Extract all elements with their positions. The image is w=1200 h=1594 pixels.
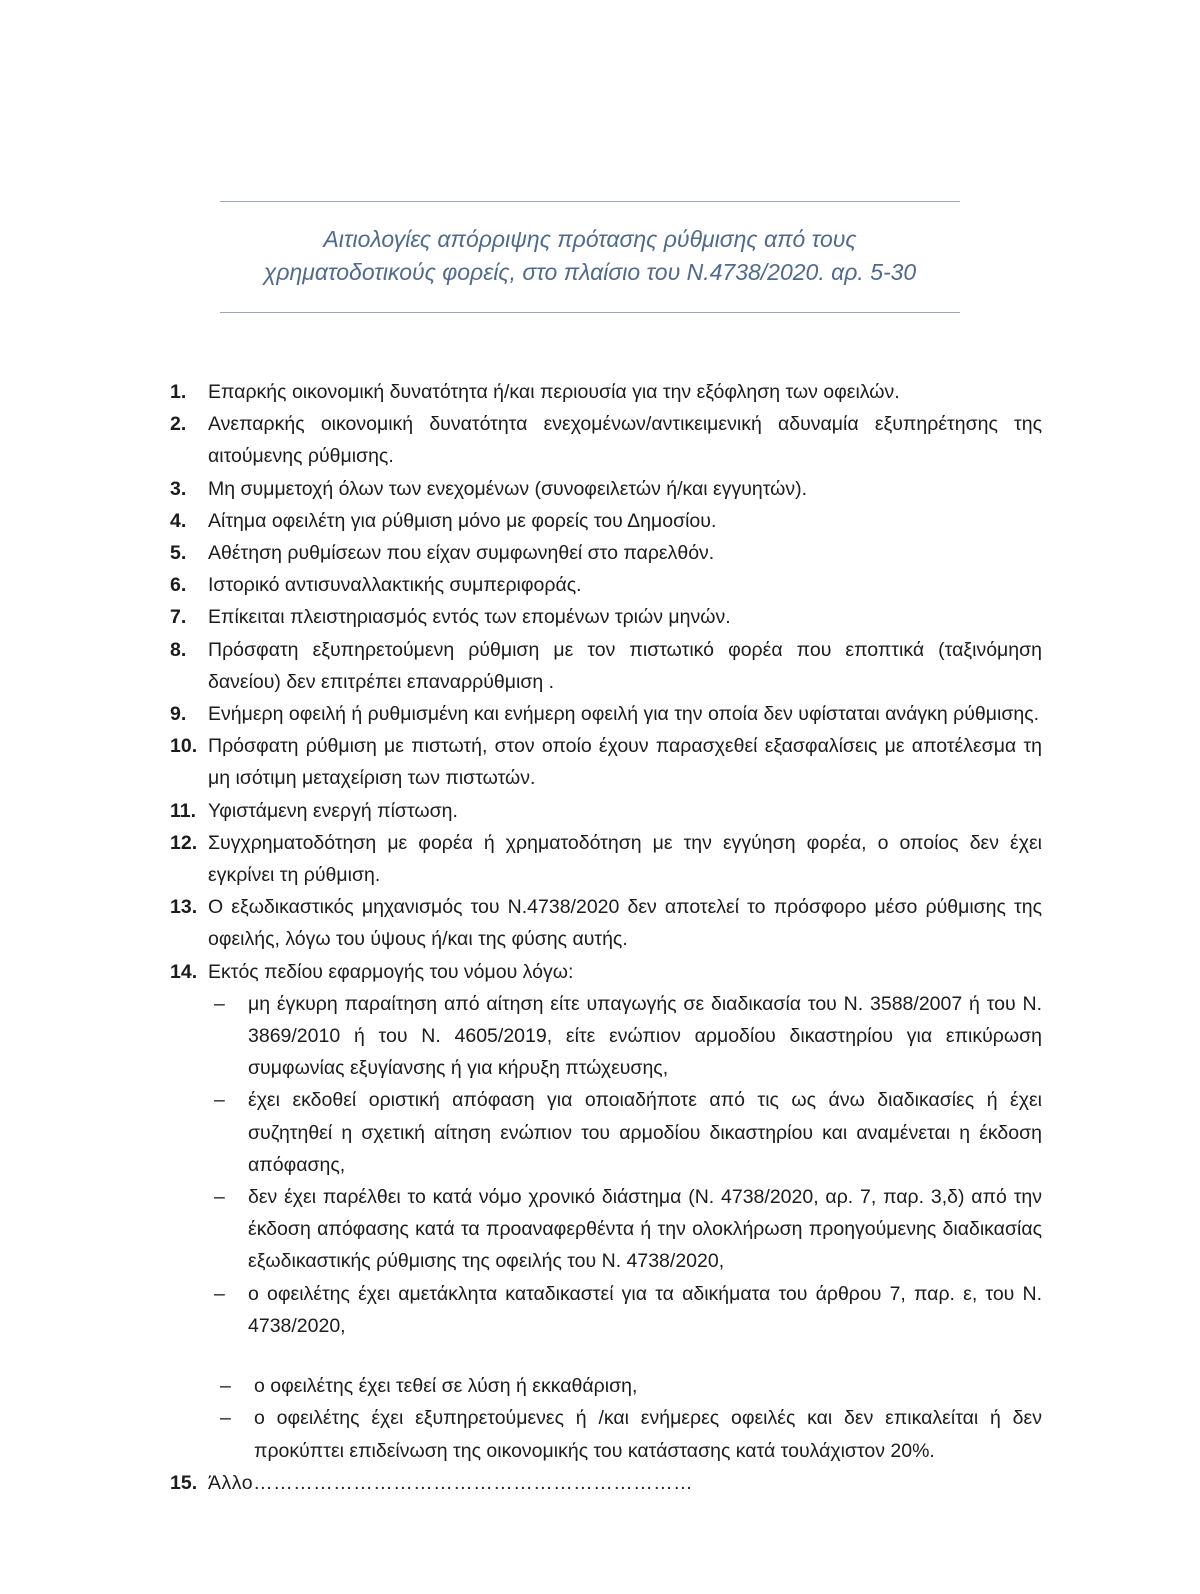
sub-item-text: δεν έχει παρέλθει το κατά νόμο χρονικό διάστημα (Ν. 4738/2020, αρ. 7, παρ. 3,δ) από την έκδοση απόφασης κατά τα προαναφερθέντα ή την ολοκλήρωση προηγούμενης διαδικασίας εξωδικαστικής ρύθμισης της οφειλής του Ν. 4738/2020, [248, 1186, 1042, 1273]
item-number: 5. [170, 542, 187, 565]
sub-item-text: μη έγκυρη παραίτηση από αίτηση είτε υπαγωγής σε διαδικασία του Ν. 3588/2007 ή του Ν. 3869/2010 ή του Ν. 4605/2019, είτε ενώπιον αρμοδίου δικαστηρίου για επικύρωση συμφωνίας εξυγίανσης ή για κήρυξη πτώχευσης, [248, 992, 1042, 1080]
sub-item [208, 1084, 1042, 1181]
item-text: Αθέτηση ρυθμίσεων που είχαν συμφωνηθεί στο παρελθόν. [208, 542, 715, 565]
list-item [170, 1467, 1042, 1499]
sub-item [214, 1370, 1042, 1402]
sub-item [208, 1278, 1042, 1342]
item-number: 15. [170, 1471, 198, 1494]
item-text: Ο εξωδικαστικός μηχανισμός του Ν.4738/2020 δεν αποτελεί το πρόσφορο μέσο ρύθμισης της οφειλής, λόγω του ύψους ή/και της φύσης αυτής. [208, 896, 1042, 951]
sub-item [214, 1402, 1042, 1466]
dash-bullet: – [214, 1282, 225, 1305]
list-item [170, 956, 1042, 988]
dash-bullet: – [214, 1186, 225, 1209]
item-text: Αίτημα οφειλέτη για ρύθμιση μόνο με φορείς του Δημοσίου. [208, 509, 717, 532]
item-number: 8. [170, 638, 187, 661]
list-item [170, 795, 1042, 827]
item-number: 6. [170, 574, 187, 597]
dash-bullet: – [214, 992, 225, 1015]
item-number: 11. [170, 799, 197, 822]
sub-item-text: έχει εκδοθεί οριστική απόφαση για οποιαδήποτε από τις ως άνω διαδικασίες ή έχει συζητηθεί η σχετική αίτηση ενώπιον του αρμοδίου δικαστηρίου και αναμένεται η έκδοση απόφασης, [248, 1089, 1042, 1176]
item-number: 7. [170, 606, 187, 629]
item-number: 3. [170, 477, 187, 500]
item-text: Άλλο………………………………………………………… [208, 1471, 694, 1494]
item-number: 12. [170, 831, 198, 854]
item-text: Ανεπαρκής οικονομική δυνατότητα ενεχομένων/αντικειμενική αδυναμία εξυπηρέτησης της αιτούμενης ρύθμισης. [208, 413, 1042, 468]
list-item [170, 408, 1042, 472]
dash-bullet: – [220, 1375, 231, 1398]
title-top-rule [220, 201, 960, 202]
item-text: Πρόσφατη εξυπηρετούμενη ρύθμιση με τον πιστωτικό φορέα που εποπτικά (ταξινόμηση δανείου) δεν επιτρέπει επαναρρύθμιση . [208, 638, 1042, 693]
sub-item-text: ο οφειλέτης έχει τεθεί σε λύση ή εκκαθάριση, [254, 1375, 638, 1398]
title-bottom-rule [220, 312, 960, 313]
sub-item [208, 988, 1042, 1085]
sub-item-text: ο οφειλέτης έχει αμετάκλητα καταδικαστεί για τα αδικήματα του άρθρου 7, παρ. ε, του Ν. 4738/2020, [248, 1282, 1042, 1337]
sub-item-text: ο οφειλέτης έχει εξυπηρετούμενες ή /και ενήμερες οφειλές και δεν επικαλείται ή δεν προκύπτει επιδείνωση της οικονομικής του κατάστασης κατά τουλάχιστον 20%. [254, 1407, 1042, 1462]
title-line-2: χρηματοδοτικούς φορείς, στο πλαίσιο του Ν.4738/2020. αρ. 5-30 [263, 259, 917, 285]
item-number: 1. [170, 381, 187, 403]
title-line-1: Αιτιολογίες απόρριψης πρότασης ρύθμισης από τους [323, 226, 857, 252]
list-item [170, 473, 1042, 505]
list-item [170, 634, 1042, 698]
item-number: 14. [170, 960, 198, 983]
list-item [170, 537, 1042, 569]
list-item [170, 891, 1042, 955]
list-item [170, 505, 1042, 537]
reasons-list [170, 376, 1042, 1499]
item-text: Εκτός πεδίου εφαρμογής του νόμου λόγω: [208, 960, 574, 983]
list-item [170, 569, 1042, 601]
list-item [170, 698, 1042, 730]
list-item [170, 601, 1042, 633]
sub-list-continued [214, 1370, 1042, 1467]
item-number: 10. [170, 735, 198, 758]
item-text: Υφιστάμενη ενεργή πίστωση. [208, 799, 458, 822]
item-text: Επίκειται πλειστηριασμός εντός των επομένων τριών μηνών. [208, 606, 731, 629]
item-number: 2. [170, 413, 187, 436]
sub-list [208, 988, 1042, 1342]
item-text: Επαρκής οικονομική δυνατότητα ή/και περιουσία για την εξόφληση των οφειλών. [208, 381, 900, 403]
item-number: 13. [170, 896, 198, 919]
dash-bullet: – [214, 1089, 225, 1112]
item-number: 9. [170, 703, 187, 726]
item-text: Μη συμμετοχή όλων των ενεχομένων (συνοφειλετών ή/και εγγυητών). [208, 477, 808, 500]
dash-bullet: – [220, 1407, 231, 1430]
document-title [160, 223, 1020, 289]
item-text: Ενήμερη οφειλή ή ρυθμισμένη και ενήμερη οφειλή για την οποία δεν υφίσταται ανάγκη ρύθμισης. [208, 703, 1040, 726]
list-item [170, 827, 1042, 891]
list-item [170, 730, 1042, 794]
item-text: Ιστορικό αντισυναλλακτικής συμπεριφοράς. [208, 574, 582, 597]
sub-item [208, 1181, 1042, 1278]
item-text: Συγχρηματοδότηση με φορέα ή χρηματοδότηση με την εγγύηση φορέα, ο οποίος δεν έχει εγκρίνει τη ρύθμιση. [208, 831, 1042, 887]
item-number: 4. [170, 509, 187, 532]
list-item [170, 376, 1042, 408]
item-text: Πρόσφατη ρύθμιση με πιστωτή, στον οποίο έχουν παρασχεθεί εξασφαλίσεις με αποτέλεσμα τη μη ισότιμη μεταχείριση των πιστωτών. [208, 735, 1042, 790]
